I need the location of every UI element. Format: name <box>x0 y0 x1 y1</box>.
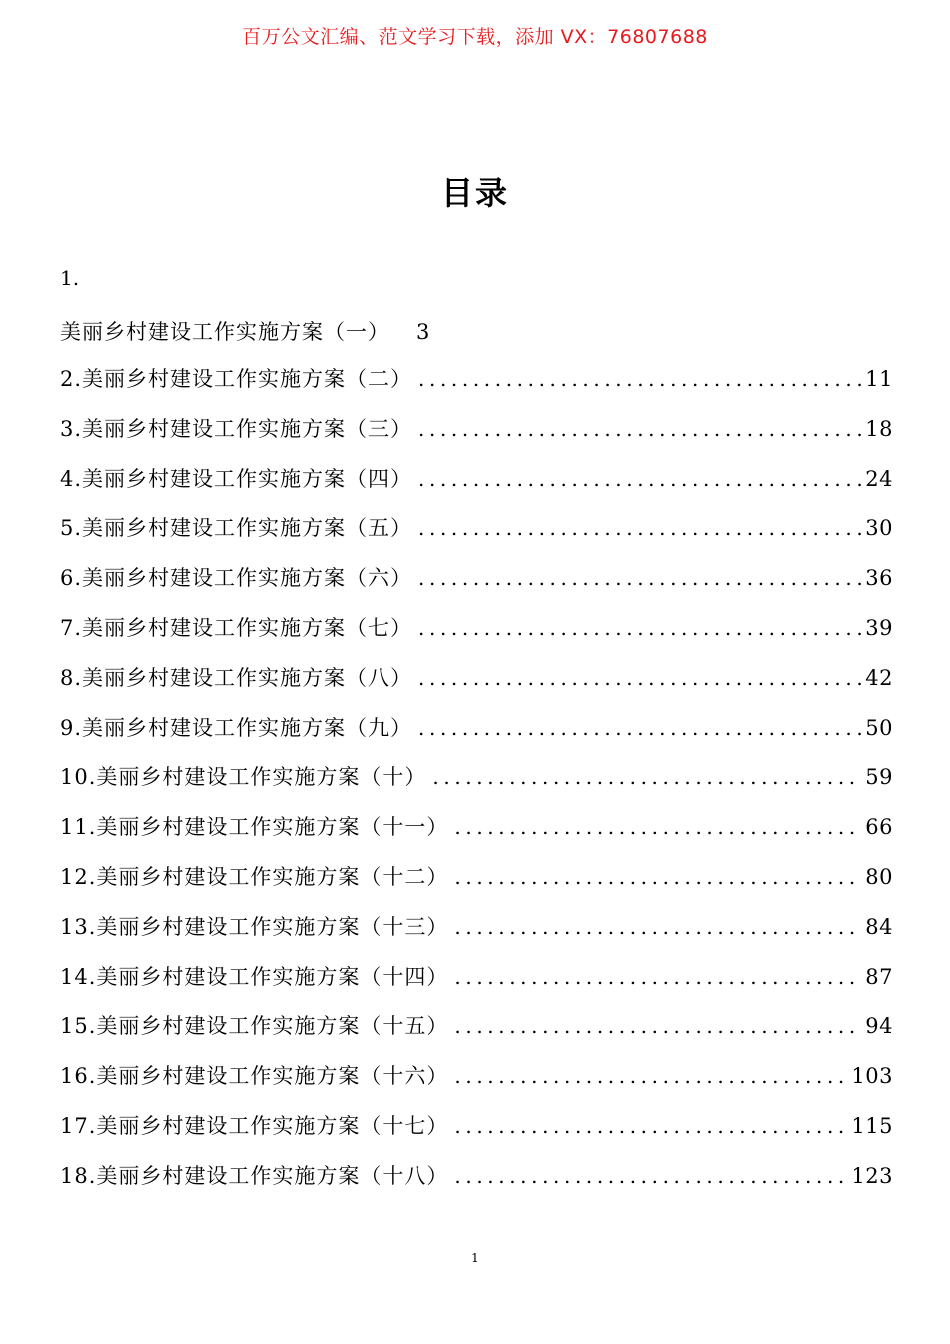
toc-dot-leader <box>418 654 861 704</box>
toc-entry-page: 87 <box>865 964 893 989</box>
toc-dot-leader <box>454 853 861 903</box>
toc-entry-page: 103 <box>851 1064 893 1089</box>
toc-dot-leader <box>418 504 861 554</box>
toc-entry-1[interactable] <box>60 316 429 346</box>
toc-entry-page: 18 <box>865 416 893 441</box>
toc-dot-leader <box>418 455 861 505</box>
toc-entry-text: 7.美丽乡村建设工作实施方案（七） <box>60 615 413 640</box>
toc-entry[interactable] <box>60 455 893 505</box>
toc-entry-text: 6.美丽乡村建设工作实施方案（六） <box>60 566 413 591</box>
toc-dot-leader <box>418 604 861 654</box>
toc-entry-page: 11 <box>865 367 893 391</box>
toc-dot-leader <box>454 1002 861 1052</box>
toc-entry[interactable] <box>60 654 893 704</box>
toc-entry[interactable] <box>60 355 893 405</box>
toc-entry-text: 17.美丽乡村建设工作实施方案（十七） <box>60 1113 449 1138</box>
toc-dot-leader <box>454 803 861 853</box>
toc-entry-text: 9.美丽乡村建设工作实施方案（九） <box>60 715 413 740</box>
toc-dot-leader <box>418 405 861 455</box>
toc-entry-text: 15.美丽乡村建设工作实施方案（十五） <box>60 1014 449 1039</box>
toc-entry-page: 115 <box>851 1113 893 1138</box>
toc-entry[interactable] <box>60 554 893 604</box>
toc-dot-leader <box>454 1102 847 1152</box>
toc-entry-page: 30 <box>865 516 893 541</box>
toc-entry-page: 50 <box>865 715 893 740</box>
toc-dot-leader <box>432 753 861 803</box>
toc-entry[interactable] <box>60 1052 893 1102</box>
toc-dot-leader <box>454 903 861 953</box>
toc-entry[interactable] <box>60 853 893 903</box>
page-number: 1 <box>471 1251 479 1265</box>
toc-entry-page: 42 <box>865 665 893 690</box>
toc-entry-text: 4.美丽乡村建设工作实施方案（四） <box>60 466 413 491</box>
toc-entry-text: 14.美丽乡村建设工作实施方案（十四） <box>60 964 449 989</box>
toc-entry-page: 39 <box>865 615 893 640</box>
toc-entry-text: 11.美丽乡村建设工作实施方案（十一） <box>60 815 449 840</box>
toc-dot-leader <box>454 953 861 1003</box>
toc-list <box>60 355 893 1202</box>
toc-entry[interactable] <box>60 704 893 754</box>
toc-entry-page: 80 <box>865 864 893 889</box>
toc-entry-text: 2.美丽乡村建设工作实施方案（二） <box>60 367 413 391</box>
toc-entry-page: 36 <box>865 566 893 591</box>
toc-dot-leader <box>454 1052 847 1102</box>
toc-entry[interactable] <box>60 504 893 554</box>
toc-entry[interactable] <box>60 953 893 1003</box>
toc-entry[interactable] <box>60 1102 893 1152</box>
toc-entry[interactable] <box>60 803 893 853</box>
toc-entry-page: 84 <box>865 914 893 939</box>
toc-entry-page: 94 <box>865 1014 893 1039</box>
toc-entry[interactable] <box>60 604 893 654</box>
toc-entry-text: 10.美丽乡村建设工作实施方案（十） <box>60 765 427 790</box>
toc-entry-text: 18.美丽乡村建设工作实施方案（十八） <box>60 1163 449 1188</box>
toc-entry-text: 12.美丽乡村建设工作实施方案（十二） <box>60 864 449 889</box>
toc-dot-leader <box>418 704 861 754</box>
toc-entry-1-text: 美丽乡村建设工作实施方案（一） <box>60 320 390 344</box>
toc-entry-page: 123 <box>851 1163 893 1188</box>
toc-entry-page: 24 <box>865 466 893 491</box>
toc-entry-text: 16.美丽乡村建设工作实施方案（十六） <box>60 1064 449 1089</box>
toc-entry-text: 3.美丽乡村建设工作实施方案（三） <box>60 416 413 441</box>
toc-entry-text: 8.美丽乡村建设工作实施方案（八） <box>60 665 413 690</box>
header-banner: 百万公文汇编、范文学习下载，添加 VX：76807688 <box>242 26 708 48</box>
toc-entry-page: 59 <box>865 765 893 790</box>
toc-dot-leader <box>418 355 861 405</box>
toc-title: 目录 <box>440 174 509 212</box>
toc-entry-1-number: 1. <box>60 266 80 290</box>
toc-entry[interactable] <box>60 903 893 953</box>
toc-entry[interactable] <box>60 1002 893 1052</box>
toc-entry[interactable] <box>60 753 893 803</box>
toc-entry[interactable] <box>60 405 893 455</box>
toc-entry-text: 5.美丽乡村建设工作实施方案（五） <box>60 516 413 541</box>
toc-dot-leader <box>454 1152 847 1202</box>
toc-entry-page: 66 <box>865 815 893 840</box>
toc-entry[interactable] <box>60 1152 893 1202</box>
toc-dot-leader <box>418 554 861 604</box>
toc-entry-1-page: 3 <box>416 320 430 344</box>
toc-entry-text: 13.美丽乡村建设工作实施方案（十三） <box>60 914 449 939</box>
